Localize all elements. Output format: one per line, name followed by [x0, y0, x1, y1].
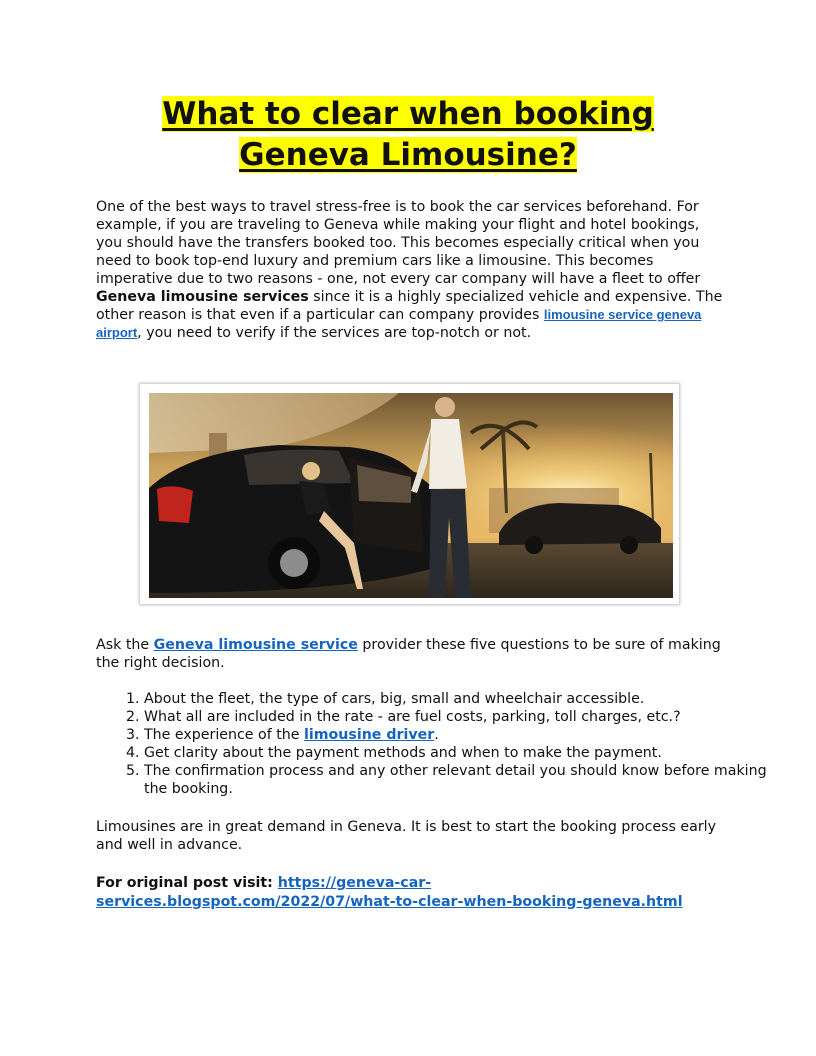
original-post-link[interactable]: https://geneva-car-services.blogspot.com/2022/07/what-to-clear-when-booking-geneva.html — [96, 875, 683, 910]
geneva-limousine-service-link[interactable]: Geneva limousine service — [153, 637, 358, 653]
rear-wheel-rim — [280, 549, 308, 577]
limousine-driver-link[interactable]: limousine driver — [304, 727, 435, 743]
question-3-text-2: . — [434, 727, 439, 743]
questions-list — [96, 690, 772, 798]
intro-paragraph — [96, 198, 724, 342]
page-title-text: What to clear when booking Geneva Limousine? — [162, 96, 654, 173]
limousine-photo-image — [149, 393, 673, 598]
ask-text-2: provider these five questions to be sure of making the right decision. — [96, 637, 721, 671]
list-item: 2. What all are included in the rate - are fuel costs, parking, toll charges, etc.? — [144, 708, 772, 726]
passenger-head — [302, 462, 320, 480]
limousine-window — [244, 450, 354, 485]
source-paragraph — [96, 874, 724, 911]
list-item: 1. About the fleet, the type of cars, big, small and wheelchair accessible. — [144, 690, 772, 708]
list-item: 5. The confirmation process and any other relevant detail you should know before making the booking. — [144, 762, 772, 798]
intro-text-2: since it is a highly specialized vehicle and expensive. The other reason is that even if a particular can company provides — [96, 289, 723, 323]
tail-light — [157, 486, 193, 523]
closing-paragraph: Limousines are in great demand in Geneva. It is best to start the booking process early and well in advance. — [96, 819, 717, 853]
intro-text-1: One of the best ways to travel stress-free is to book the car services beforehand. For example, if you are traveling to Geneva while making your flight and hotel bookings, you should have the transfers booked too. This becomes especially critical when you need to book top-end luxury and premium cars like a limousine. This becomes imperative due to two reasons - one, not every car company will have a fleet to offer — [96, 199, 701, 287]
airport-service-link[interactable]: limousine service geneva airport — [96, 307, 702, 340]
intro-text-3: , you need to verify if the services are top-notch or not. — [137, 325, 532, 341]
page-title — [96, 94, 720, 176]
ask-paragraph — [96, 636, 724, 672]
intro-bold-services: Geneva limousine services — [96, 289, 309, 305]
ask-text-1: Ask the — [96, 637, 154, 653]
question-3-text-1: The experience of the — [144, 727, 305, 743]
background-car-wheel — [525, 536, 543, 554]
limousine-photo — [139, 383, 680, 605]
list-item — [144, 726, 772, 744]
source-label: For original post visit: — [96, 875, 278, 891]
background-car-wheel-2 — [620, 536, 638, 554]
list-item: 4. Get clarity about the payment methods and when to make the payment. — [144, 744, 772, 762]
chauffeur-head — [435, 397, 455, 417]
